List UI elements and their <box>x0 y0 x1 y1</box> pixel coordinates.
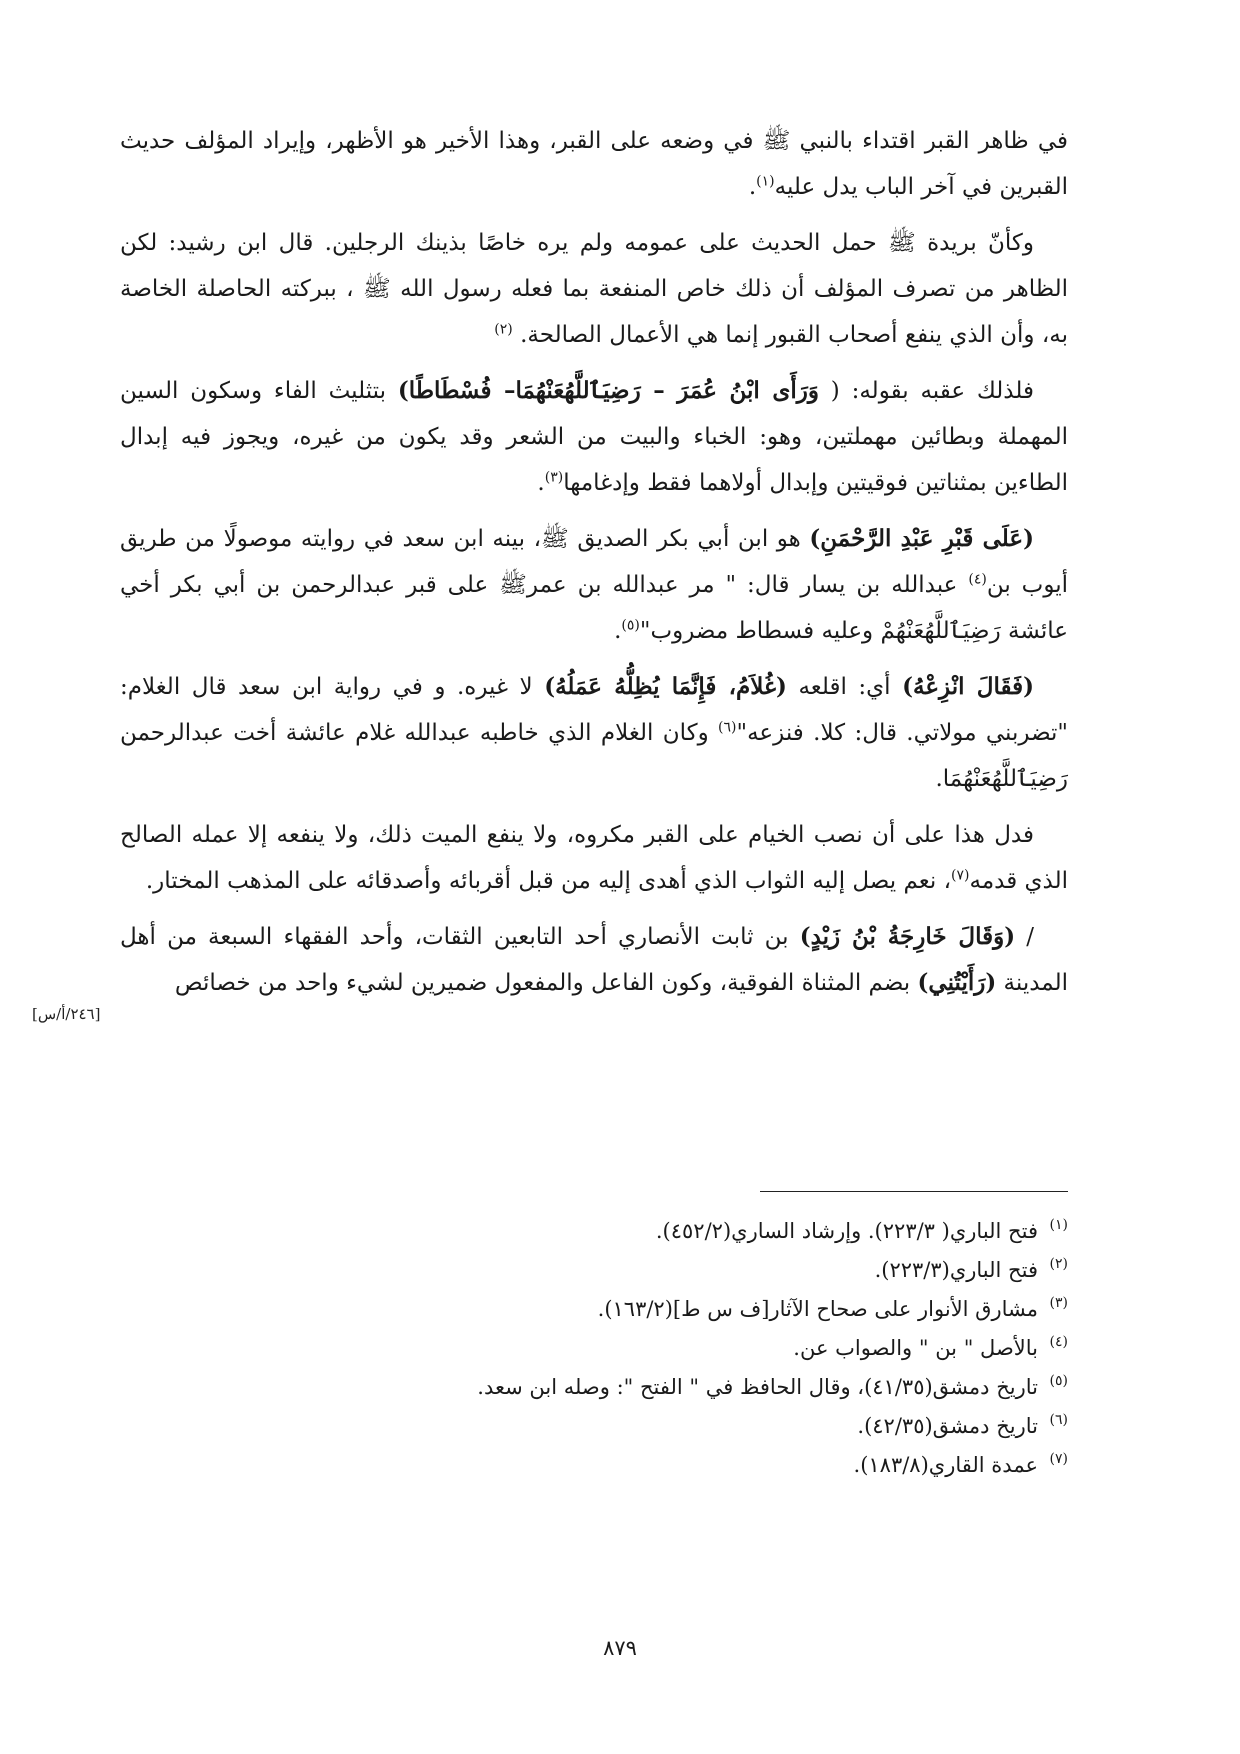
footnote-number: (٥) <box>1049 1373 1068 1389</box>
quoted-text: (غُلاَمُ، فَإِنَّمَا يُظِلُّهُ عَمَلُهُ) <box>544 673 787 700</box>
footnote-number: (٦) <box>1049 1412 1068 1428</box>
text-run: . <box>748 174 757 200</box>
quoted-text: (فَقَالَ انْزِعْهُ) <box>902 673 1034 700</box>
text-run: فدل هذا على أن نصب الخيام على القبر مكروه، ولا ينفع الميت ذلك، ولا ينفعه إلا عمله الصالح الذي قدمه <box>120 822 1068 894</box>
footnote-ref: (٢) <box>494 321 513 338</box>
footnote <box>120 1368 1068 1407</box>
footnote-text: فتح الباري(٢٢٣/٣). <box>874 1258 1038 1282</box>
footnote <box>120 1407 1068 1446</box>
paragraph <box>120 664 1068 802</box>
main-text <box>120 118 1068 1016</box>
footnote-number: (٧) <box>1049 1451 1068 1467</box>
footnote-text: فتح الباري( ٢٢٣/٣). وإرشاد الساري(٤٥٢/٢). <box>655 1219 1038 1243</box>
footnote-number: (١) <box>1049 1217 1068 1233</box>
footnote-number: (٤) <box>1049 1334 1068 1350</box>
footnote-text: بالأصل " بن " والصواب عن. <box>793 1336 1038 1360</box>
footnote-number: (٣) <box>1049 1295 1068 1311</box>
text-run: لا غيره. و في رواية ابن سعد قال الغلام: "تضربني مولاتي. قال: كلا. فنزعه" <box>120 674 1068 746</box>
text-run: في ظاهر القبر اقتداء بالنبي ﷺ في وضعه على القبر، وهذا الأخير هو الأظهر، وإيراد المؤلف حديث القبرين في آخر الباب يدل عليه <box>120 128 1068 200</box>
quoted-text: وَرَأَى ابْنُ عُمَرَ – رَضِيَٱللَّهُعَنْهُمَا– فُسْطَاطًا) <box>397 377 819 404</box>
text-run: بتثليث الفاء وسكون السين المهملة وبطائين مهملتين، وهو: الخباء والبيت من الشعر وقد يكون من غيره، ويجوز فيه إبدال الطاءين بمثناتين فوقيتين وإبدال أولاهما فقط وإدغامها <box>120 378 1068 496</box>
paragraph <box>120 914 1068 1006</box>
footnote-ref: (٤) <box>968 571 987 588</box>
footnotes <box>120 1212 1068 1485</box>
text-run: بن ثابت الأنصاري أحد التابعين الثقات، وأحد الفقهاء السبعة من أهل المدينة <box>120 924 1068 996</box>
footnote-ref: (٥) <box>621 617 640 634</box>
text-run: . <box>537 470 545 496</box>
quoted-text: (عَلَى قَبْرِ عَبْدِ الرَّحْمَنِ) <box>809 525 1034 552</box>
text-run: عبدالله بن يسار قال: " مر عبدالله بن عمرﷺ على قبر عبدالرحمن بن أبي بكر أخي عائشة رَضِيَٱللَّهُعَنْهُمْ وعليه فسطاط مضروب" <box>120 572 1068 644</box>
footnote-text: مشارق الأنوار على صحاح الآثار[ف س ط](١٦٣/٢). <box>597 1297 1038 1321</box>
footnote-divider <box>760 1191 1068 1192</box>
quoted-text: (رَأَيْتُنِي) <box>917 969 997 996</box>
footnote-ref: (١) <box>756 173 775 190</box>
text-run: هو ابن أبي بكر الصديق ﷺ، بينه ابن سعد في روايته موصولًا من طريق أيوب بن <box>120 526 1069 598</box>
paragraph <box>120 118 1068 210</box>
paragraph <box>120 516 1068 654</box>
footnote <box>120 1212 1068 1251</box>
margin-note: [٢٤٦/أ/س] <box>32 1005 101 1023</box>
page-number: ٨٧٩ <box>603 1636 637 1660</box>
paragraph <box>120 220 1068 358</box>
quoted-text: (وَقَالَ خَارِجَةُ بْنُ زَيْدٍ) <box>799 923 1016 950</box>
paragraph <box>120 812 1068 904</box>
footnote <box>120 1446 1068 1485</box>
footnote-ref: (٦) <box>718 719 737 736</box>
footnote-text: تاريخ دمشق(٤١/٣٥)، وقال الحافظ في " الفتح ": وصله ابن سعد. <box>477 1375 1038 1399</box>
footnote-text: عمدة القاري(١٨٣/٨). <box>853 1453 1038 1477</box>
text-run: بضم المثناة الفوقية، وكون الفاعل والمفعول ضميرين لشيء واحد من خصائص <box>174 970 918 996</box>
footnote-ref: (٧) <box>951 867 970 884</box>
text-run: وكأنّ بريدة ﷺ حمل الحديث على عمومه ولم يره خاصًا بذينك الرجلين. قال ابن رشيد: لكن الظاهر من تصرف المؤلف أن ذلك خاص المنفعة بما فعله رسول الله ﷺ ، ببركته الحاصلة الخاصة به، وأن الذي ينفع أصحاب القبور إنما هي الأعمال الصالحة. <box>120 230 1068 348</box>
text-run: أي: اقلعه <box>786 674 903 700</box>
paragraph <box>120 368 1068 506</box>
text-run: وكان الغلام الذي خاطبه عبدالله غلام عائشة أخت عبدالرحمن رَضِيَٱللَّهُعَنْهُمَا. <box>120 720 1068 792</box>
footnote <box>120 1290 1068 1329</box>
text-run: فلذلك عقبه بقوله: ( <box>818 378 1034 404</box>
footnote-ref: (٣) <box>544 469 564 486</box>
text-run: . <box>614 618 622 644</box>
footnote <box>120 1329 1068 1368</box>
footnote <box>120 1251 1068 1290</box>
footnote-text: تاريخ دمشق(٤٢/٣٥). <box>857 1414 1038 1438</box>
footnote-number: (٢) <box>1049 1256 1068 1272</box>
text-run: / <box>1015 924 1035 950</box>
text-run: ، نعم يصل إليه الثواب الذي أهدى إليه من قبل أقربائه وأصدقائه على المذهب المختار. <box>145 868 952 894</box>
